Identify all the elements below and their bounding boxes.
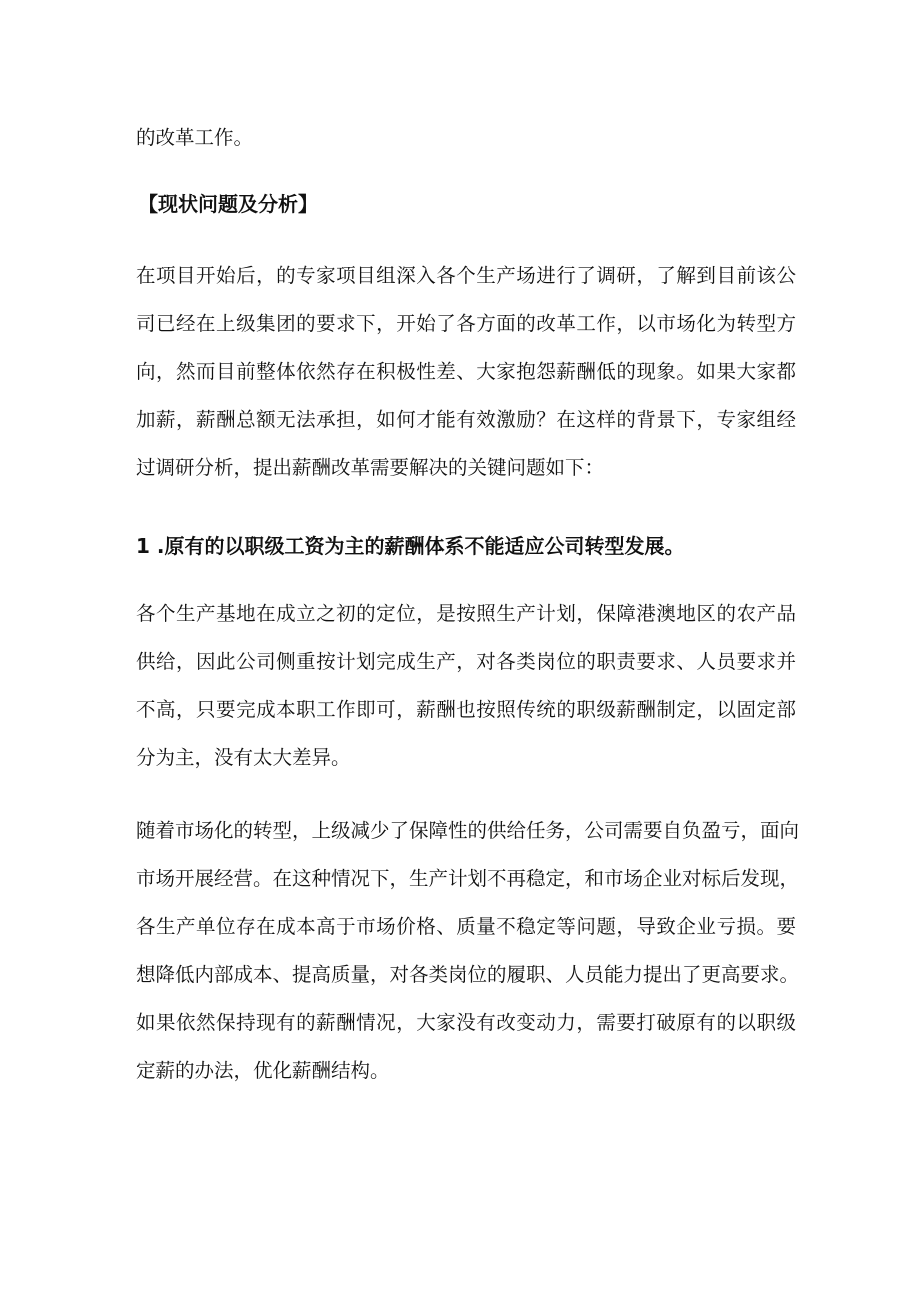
text-line: 市场开展经营。在这种情况下，生产计划不再稳定，和市场企业对标后发现， [136,867,800,890]
text-line: 供给，因此公司侧重按计划完成生产，对各类岗位的职责要求、人员要求并 [136,650,796,673]
text-line: 各个生产基地在成立之初的定位，是按照生产计划，保障港澳地区的农产品 [136,602,796,625]
text-line: 司已经在上级集团的要求下，开始了各方面的改革工作，以市场化为转型方 [136,312,796,335]
paragraph-market-transition [136,807,800,1095]
text-line: 的改革工作。 [136,126,254,149]
text-line: 不高，只要完成本职工作即可，薪酬也按照传统的职级薪酬制定，以固定部 [136,698,796,721]
text-line: 分为主，没有太大差异。 [136,746,351,769]
text-line: 想降低内部成本、提高质量，对各类岗位的履职、人员能力提出了更高要求。 [136,963,800,986]
text-line: 随着市场化的转型，上级减少了保障性的供给任务，公司需要自负盈亏，面向 [136,819,800,842]
text-line: 向，然而目前整体依然存在积极性差、大家抱怨薪酬低的现象。如果大家都 [136,360,796,383]
subheading-problem-1: 1 .原有的以职级工资为主的薪酬体系不能适应公司转型发展。 [136,534,685,558]
paragraph-survey-background [136,252,796,492]
text-line: 各生产单位存在成本高于市场价格、质量不稳定等问题，导致企业亏损。要 [136,915,796,938]
text-line: 如果依然保持现有的薪酬情况，大家没有改变动力，需要打破原有的以职级 [136,1011,796,1034]
text-line: 过调研分析，提出薪酬改革需要解决的关键问题如下： [136,456,605,479]
text-line: 在项目开始后，的专家项目组深入各个生产场进行了调研，了解到目前该公 [136,264,796,287]
text-line: 定薪的办法，优化薪酬结构。 [136,1059,390,1082]
intro-tail-paragraph [136,114,796,162]
text-line: 加薪，薪酬总额无法承担，如何才能有效激励？在这样的背景下，专家组经 [136,408,796,431]
paragraph-original-positioning [136,590,796,782]
section-heading: 【现状问题及分析】 [138,192,318,216]
